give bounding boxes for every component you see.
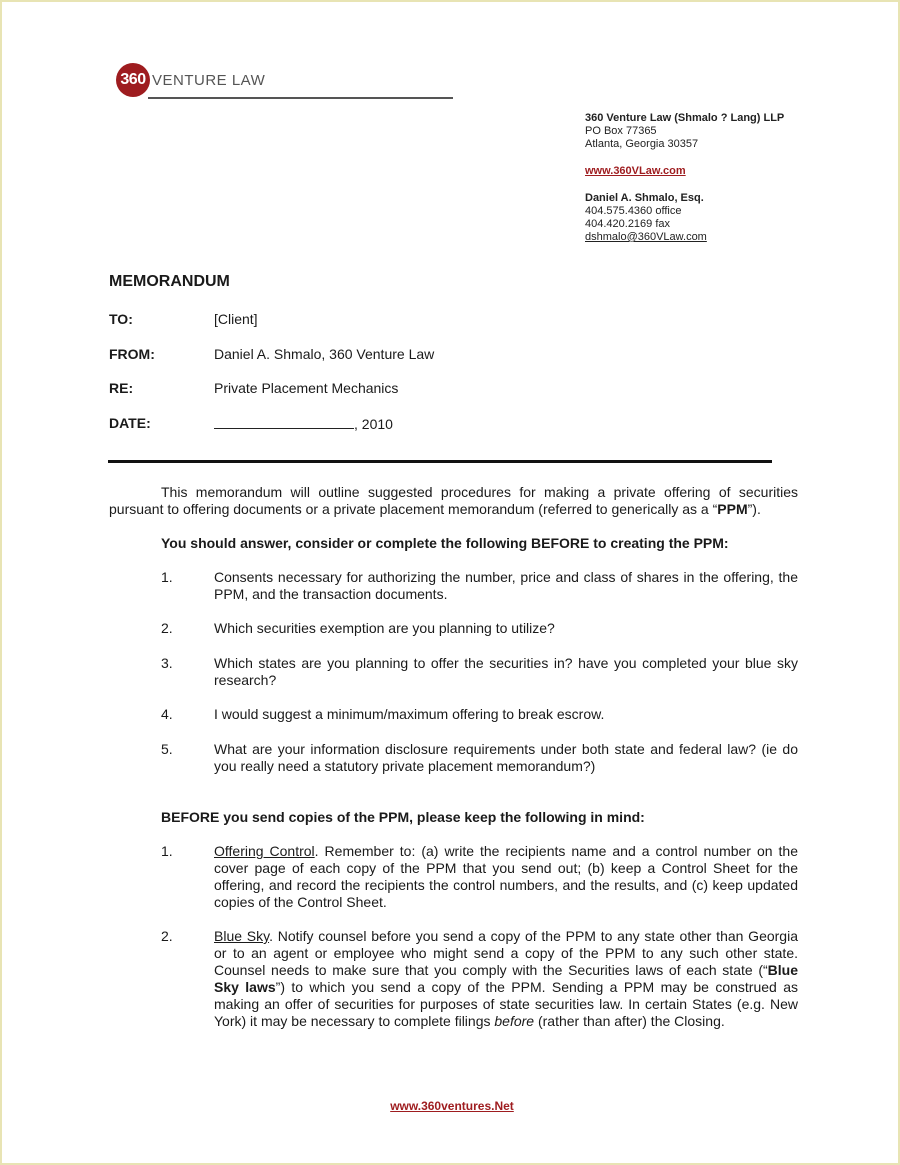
date-label: DATE: xyxy=(109,415,151,431)
re-label: RE: xyxy=(109,380,134,396)
list-item: 2. Blue Sky. Notify counsel before you send a copy of the PPM to any state other than Georgia or to an agent or employee who might send a copy of the PPM to any such other state. Counsel needs to make sure that you comply with the Securities laws of each state (“Blue Sky laws”) to which you send a copy of the PPM. Sending a PPM may be construed as making an offer of securities for purposes of state securities law. In certain States (e.g. New York) it may be necessary to complete filings before (rather than after) the Closing. xyxy=(161,928,798,1029)
letterhead xyxy=(585,112,784,244)
to-label: TO: xyxy=(109,311,133,327)
from-label: FROM: xyxy=(109,346,155,362)
footer xyxy=(2,1099,900,1113)
re-value: Private Placement Mechanics xyxy=(214,380,399,396)
list-item: 5. What are your information disclosure requirements under both state and federal law? (ie do you really need a statutory private placement memorandum?) xyxy=(161,741,798,774)
address-line-1: PO Box 77365 xyxy=(585,125,657,137)
logo-text: VENTURE LAW xyxy=(152,71,266,89)
firm-website-link[interactable]: www.360VLaw.com xyxy=(585,165,686,177)
logo-circle: 360 xyxy=(116,63,150,97)
from-value: Daniel A. Shmalo, 360 Venture Law xyxy=(214,346,435,362)
office-phone: 404.575.4360 office xyxy=(585,205,682,217)
section2-heading: BEFORE you send copies of the PPM, please keep the following in mind: xyxy=(161,809,645,825)
address-line-2: Atlanta, Georgia 30357 xyxy=(585,138,699,150)
blue-sky-laws-term: Blue Sky laws xyxy=(214,962,798,995)
attorney-name: Daniel A. Shmalo, Esq. xyxy=(585,192,704,204)
list-item: 2. Which securities exemption are you planning to utilize? xyxy=(161,620,555,636)
list-item: 1. Consents necessary for authorizing the number, price and class of shares in the offering, the PPM, and the transaction documents. xyxy=(161,569,798,602)
date-value-wrap xyxy=(214,415,393,432)
date-blank xyxy=(214,415,354,429)
fax-number: 404.420.2169 fax xyxy=(585,218,671,230)
to-value: [Client] xyxy=(214,311,258,327)
list-item: 4. I would suggest a minimum/maximum offering to break escrow. xyxy=(161,706,605,722)
date-value: , 2010 xyxy=(354,416,393,432)
firm-logo xyxy=(116,62,265,98)
section1-heading: You should answer, consider or complete the following BEFORE to creating the PPM: xyxy=(161,535,729,551)
list-item: 3. Which states are you planning to offer the securities in? have you completed your blue sky research? xyxy=(161,655,798,688)
logo-divider xyxy=(148,97,453,99)
offering-control-title: Offering Control xyxy=(214,843,315,859)
ppm-term: PPM xyxy=(717,501,748,517)
blue-sky-title: Blue Sky xyxy=(214,928,270,944)
email-link[interactable]: dshmalo@360VLaw.com xyxy=(585,231,707,243)
memo-title: MEMORANDUM xyxy=(109,273,230,290)
header-divider xyxy=(108,460,772,463)
list-item: 1. Offering Control. Remember to: (a) write the recipients name and a control number on the cover page of each copy of the PPM that you send out; (b) keep a Control Sheet for the offering, and record the recipients the control numbers, and the results, and (c) keep updated copies of the Control Sheet. xyxy=(161,843,798,910)
firm-name: 360 Venture Law (Shmalo ? Lang) LLP xyxy=(585,112,785,124)
footer-website-link[interactable]: www.360ventures.Net xyxy=(390,1099,514,1113)
intro-paragraph: This memorandum will outline suggested procedures for making a private offering of securities pursuant to offering documents or a private placement memorandum (referred to generically as a “PPM”). xyxy=(109,484,798,517)
